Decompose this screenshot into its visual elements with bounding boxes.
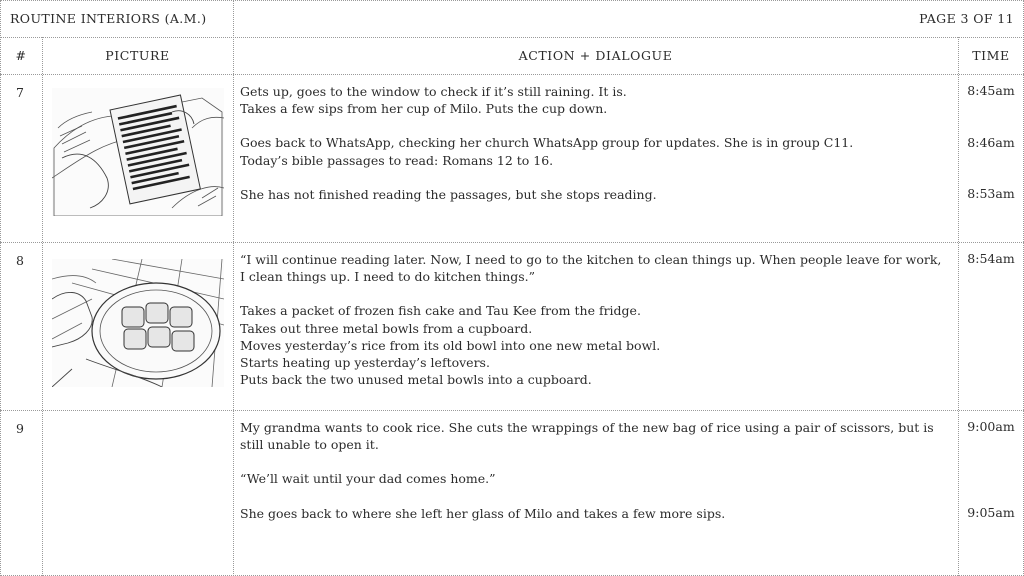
- column-header-time: TIME: [972, 48, 1010, 63]
- document-title: ROUTINE INTERIORS (A.M.): [10, 11, 207, 26]
- column-header-action: ACTION + DIALOGUE: [518, 48, 673, 63]
- action-line: She has not finished reading the passages, but she stops reading.: [240, 186, 657, 202]
- grid-line: [958, 37, 959, 576]
- timestamp: 8:45am: [967, 83, 1015, 98]
- action-text-block: [240, 251, 950, 388]
- timestamp: 9:00am: [967, 419, 1015, 434]
- sketch-reading-bible-on-phone-image: [52, 88, 224, 216]
- grid-line: [0, 242, 1024, 243]
- action-line: Puts back the two unused metal bowls into a cupboard.: [240, 372, 592, 388]
- action-line: Takes a few sips from her cup of Milo. Puts the cup down.: [240, 101, 608, 117]
- timestamp: 8:46am: [967, 135, 1015, 150]
- action-line: Moves yesterday’s rice from its old bowl into one new metal bowl.: [240, 337, 661, 353]
- sketch-fish-cake-in-metal-bowl-image: [52, 259, 224, 387]
- column-header-picture: PICTURE: [105, 48, 170, 63]
- row-number: 7: [16, 85, 24, 100]
- grid-line: [42, 37, 43, 576]
- action-line: “I will continue reading later. Now, I need to go to the kitchen to clean things up. When people leave for work, I clean things up. I need to do kitchen things.”: [240, 252, 942, 285]
- grid-line: [0, 0, 1024, 1]
- action-line: Goes back to WhatsApp, checking her church WhatsApp group for updates. She is in group C11.: [240, 135, 854, 151]
- row-number: 8: [16, 253, 24, 268]
- column-header-number: #: [15, 48, 27, 63]
- action-line: Takes out three metal bowls from a cupboard.: [240, 320, 533, 336]
- grid-line: [0, 37, 1024, 38]
- action-line: Starts heating up yesterday’s leftovers.: [240, 355, 490, 371]
- page-indicator: PAGE 3 OF 11: [919, 11, 1014, 26]
- action-text-block: [240, 83, 950, 203]
- timestamp: 8:54am: [967, 251, 1015, 266]
- grid-line: [233, 0, 234, 576]
- action-text-block: [240, 419, 950, 522]
- action-line: My grandma wants to cook rice. She cuts the wrappings of the new bag of rice using a pair of scissors, but is still unable to open it.: [240, 420, 934, 453]
- action-line: Today’s bible passages to read: Romans 12 to 16.: [240, 152, 554, 168]
- action-line: Gets up, goes to the window to check if it’s still raining. It is.: [240, 84, 627, 99]
- timestamp: 8:53am: [967, 186, 1015, 201]
- action-line: “We’ll wait until your dad comes home.”: [240, 471, 496, 487]
- action-line: Takes a packet of frozen fish cake and Tau Kee from the fridge.: [240, 303, 641, 319]
- grid-line: [0, 0, 1, 576]
- action-line: She goes back to where she left her glass of Milo and takes a few more sips.: [240, 505, 726, 521]
- row-number: 9: [16, 421, 24, 436]
- grid-line: [0, 410, 1024, 411]
- grid-line: [0, 74, 1024, 75]
- timestamp: 9:05am: [967, 505, 1015, 520]
